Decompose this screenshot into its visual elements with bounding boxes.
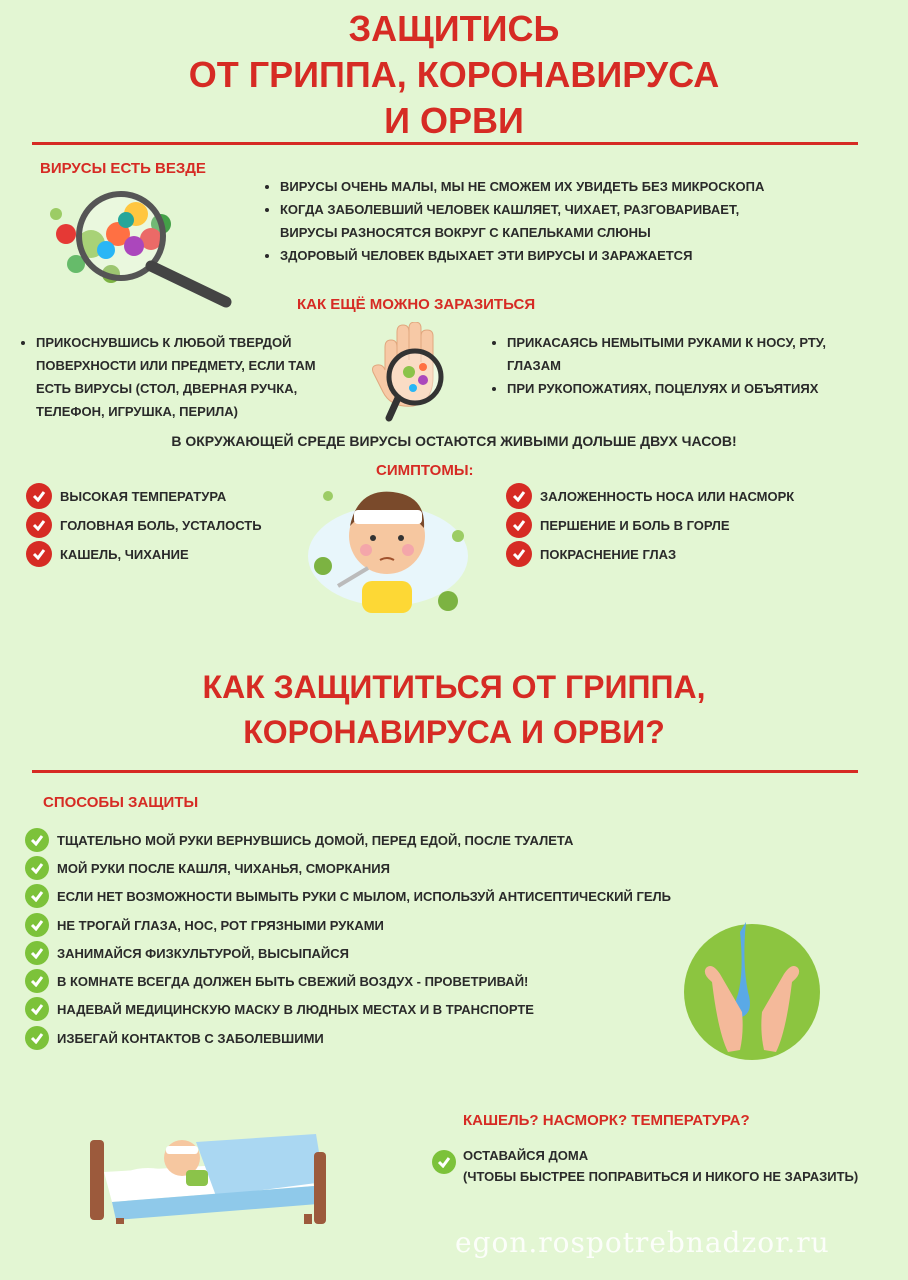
protect-item: ЗАНИМАЙСЯ ФИЗКУЛЬТУРОЙ, ВЫСЫПАЙСЯ (25, 941, 349, 965)
protect-title-line-2: КОРОНАВИРУСА И ОРВИ? (243, 714, 665, 750)
infection-heading: КАК ЕЩЁ МОЖНО ЗАРАЗИТЬСЯ (297, 296, 536, 313)
check-icon (506, 541, 532, 567)
sick-boy-illustration (298, 476, 478, 616)
protect-item: ИЗБЕГАЙ КОНТАКТОВ С ЗАБОЛЕВШИМИ (25, 1026, 324, 1050)
list-item: • ПРИ РУКОПОЖАТИЯХ, ПОЦЕЛУЯХ И ОБЪЯТИЯХ (507, 377, 847, 400)
check-icon (25, 1026, 49, 1050)
check-icon (26, 483, 52, 509)
protect-item: МОЙ РУКИ ПОСЛЕ КАШЛЯ, ЧИХАНЬЯ, СМОРКАНИЯ (25, 856, 390, 880)
infection-left-list (16, 331, 346, 423)
infection-right-list (487, 331, 847, 400)
check-icon (25, 856, 49, 880)
check-icon (26, 541, 52, 567)
watermark: egon.rospotrebnadzor.ru (455, 1226, 830, 1259)
check-icon (25, 969, 49, 993)
check-icon (25, 997, 49, 1021)
check-icon (25, 941, 49, 965)
dirty-hand-illustration (365, 322, 470, 422)
list-item: • ПРИКАСАЯСЬ НЕМЫТЫМИ РУКАМИ К НОСУ, РТУ, ГЛАЗАМ (507, 331, 847, 377)
check-icon (25, 884, 49, 908)
stay-home-text (463, 1145, 858, 1187)
protect-item: В КОМНАТЕ ВСЕГДА ДОЛЖЕН БЫТЬ СВЕЖИЙ ВОЗДУХ - ПРОВЕТРИВАЙ! (25, 969, 528, 993)
sick-heading: КАШЕЛЬ? НАСМОРК? ТЕМПЕРАТУРА? (463, 1112, 750, 1129)
title-line-3: И ОРВИ (384, 100, 524, 141)
list-item: • ЗДОРОВЫЙ ЧЕЛОВЕК ВДЫХАЕТ ЭТИ ВИРУСЫ И ЗАРАЖАЕТСЯ (280, 244, 780, 267)
check-icon (506, 512, 532, 538)
viruses-facts (260, 175, 780, 267)
check-icon (25, 913, 49, 937)
protect-item: НЕ ТРОГАЙ ГЛАЗА, НОС, РОТ ГРЯЗНЫМИ РУКАМИ (25, 913, 384, 937)
check-icon (506, 483, 532, 509)
protect-item: ЕСЛИ НЕТ ВОЗМОЖНОСТИ ВЫМЫТЬ РУКИ С МЫЛОМ, ИСПОЛЬЗУЙ АНТИСЕПТИЧЕСКИЙ ГЕЛЬ (25, 884, 671, 908)
symptom-item: КАШЕЛЬ, ЧИХАНИЕ (26, 541, 189, 567)
protect-item: НАДЕВАЙ МЕДИЦИНСКУЮ МАСКУ В ЛЮДНЫХ МЕСТАХ И В ТРАНСПОРТЕ (25, 997, 534, 1021)
symptom-item: ПЕРШЕНИЕ И БОЛЬ В ГОРЛЕ (506, 512, 730, 538)
symptom-item: ЗАЛОЖЕННОСТЬ НОСА ИЛИ НАСМОРК (506, 483, 794, 509)
protect-item: ТЩАТЕЛЬНО МОЙ РУКИ ВЕРНУВШИСЬ ДОМОЙ, ПЕРЕД ЕДОЙ, ПОСЛЕ ТУАЛЕТА (25, 828, 573, 852)
hand-sanitizer-illustration (682, 922, 822, 1062)
symptom-item: ВЫСОКАЯ ТЕМПЕРАТУРА (26, 483, 226, 509)
title-divider (32, 142, 858, 145)
stay-home-line: ОСТАВАЙСЯ ДОМА (463, 1148, 589, 1163)
virus-survival-note: В ОКРУЖАЮЩЕЙ СРЕДЕ ВИРУСЫ ОСТАЮТСЯ ЖИВЫМИ ДОЛЬШЕ ДВУХ ЧАСОВ! (171, 433, 737, 449)
protect-divider (32, 770, 858, 773)
symptom-item: ГОЛОВНАЯ БОЛЬ, УСТАЛОСТЬ (26, 512, 262, 538)
protect-title-line-1: КАК ЗАЩИТИТЬСЯ ОТ ГРИППА, (202, 669, 706, 705)
protect-heading: СПОСОБЫ ЗАЩИТЫ (43, 794, 199, 811)
list-item: • ПРИКОСНУВШИСЬ К ЛЮБОЙ ТВЕРДОЙ ПОВЕРХНОСТИ ИЛИ ПРЕДМЕТУ, ЕСЛИ ТАМ ЕСТЬ ВИРУСЫ (СТОЛ, ДВЕРНАЯ РУЧКА, ТЕЛЕФОН, ИГРУШКА, ПЕРИЛА) (36, 331, 346, 423)
title-line-2: ОТ ГРИППА, КОРОНАВИРУСА (188, 54, 720, 95)
list-item: • ВИРУСЫ ОЧЕНЬ МАЛЫ, МЫ НЕ СМОЖЕМ ИХ УВИДЕТЬ БЕЗ МИКРОСКОПА (280, 175, 780, 198)
title-line-1: ЗАЩИТИСЬ (348, 8, 560, 49)
check-icon (25, 828, 49, 852)
check-icon (26, 512, 52, 538)
sick-child-in-bed-illustration (86, 1100, 331, 1225)
symptom-item: ПОКРАСНЕНИЕ ГЛАЗ (506, 541, 676, 567)
list-item: • КОГДА ЗАБОЛЕВШИЙ ЧЕЛОВЕК КАШЛЯЕТ, ЧИХАЕТ, РАЗГОВАРИВАЕТ, ВИРУСЫ РАЗНОСЯТСЯ ВОКРУГ С КАПЕЛЬКАМИ СЛЮНЫ (280, 198, 780, 244)
viruses-heading: ВИРУСЫ ЕСТЬ ВЕЗДЕ (40, 160, 206, 177)
magnifier-viruses-illustration (36, 184, 236, 309)
check-icon (432, 1150, 456, 1174)
symptoms-heading: СИМПТОМЫ: (376, 462, 474, 479)
stay-home-note: (ЧТОБЫ БЫСТРЕЕ ПОПРАВИТЬСЯ И НИКОГО НЕ ЗАРАЗИТЬ) (463, 1169, 859, 1184)
